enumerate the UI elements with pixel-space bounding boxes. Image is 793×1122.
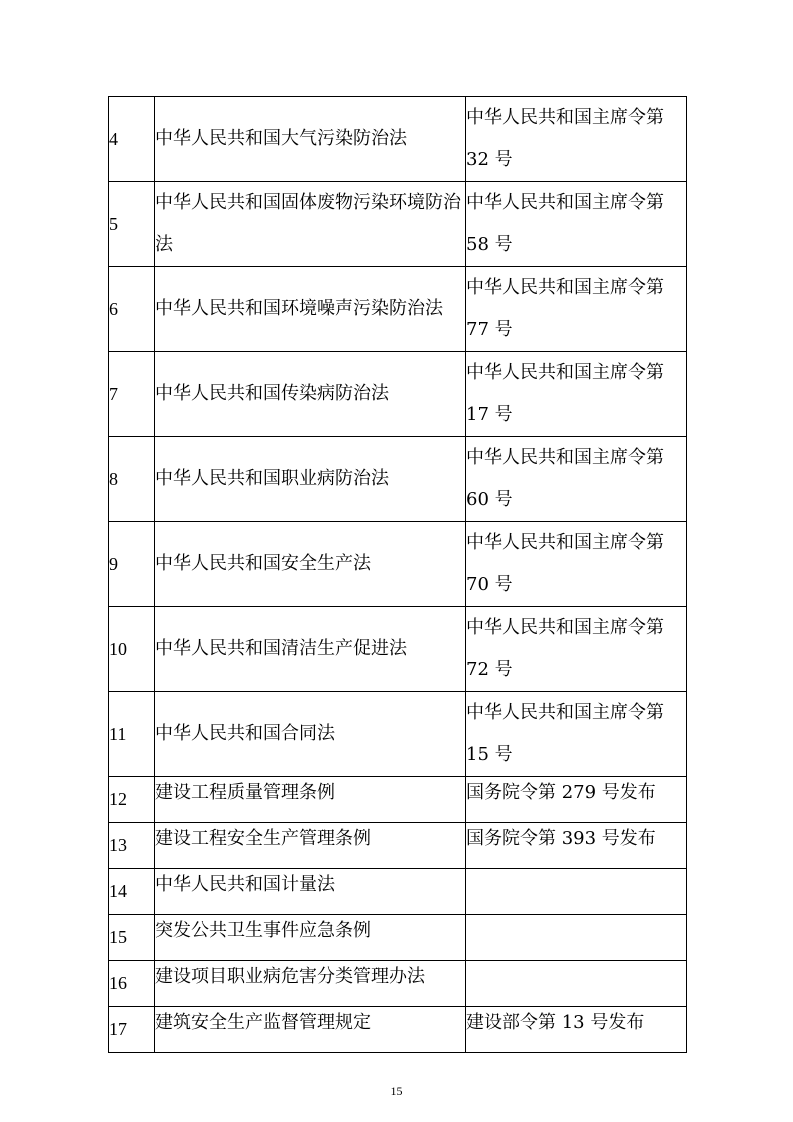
law-name: 中华人民共和国固体废物污染环境防治法	[155, 182, 466, 267]
promulgation-order: 中华人民共和国主席令第 15 号	[466, 692, 687, 777]
promulgation-order: 国务院令第 393 号发布	[466, 823, 687, 869]
table-row	[109, 692, 687, 777]
law-name: 突发公共卫生事件应急条例	[155, 915, 466, 961]
table-row	[109, 97, 687, 182]
row-number: 5	[109, 182, 155, 267]
promulgation-order: 中华人民共和国主席令第 58 号	[466, 182, 687, 267]
table-row	[109, 607, 687, 692]
page-number: 15	[390, 1084, 403, 1098]
table-row	[109, 777, 687, 823]
promulgation-order	[466, 869, 687, 915]
table-row	[109, 522, 687, 607]
promulgation-order	[466, 961, 687, 1007]
law-name: 建筑安全生产监督管理规定	[155, 1007, 466, 1053]
table-row	[109, 1007, 687, 1053]
law-name: 中华人民共和国职业病防治法	[155, 437, 466, 522]
table-row	[109, 823, 687, 869]
promulgation-order: 中华人民共和国主席令第 32 号	[466, 97, 687, 182]
row-number: 10	[109, 607, 155, 692]
promulgation-order: 中华人民共和国主席令第 60 号	[466, 437, 687, 522]
promulgation-order	[466, 915, 687, 961]
table-row	[109, 869, 687, 915]
row-number: 15	[109, 915, 155, 961]
row-number: 16	[109, 961, 155, 1007]
promulgation-order: 国务院令第 279 号发布	[466, 777, 687, 823]
row-number: 11	[109, 692, 155, 777]
row-number: 13	[109, 823, 155, 869]
row-number: 4	[109, 97, 155, 182]
law-name: 中华人民共和国传染病防治法	[155, 352, 466, 437]
promulgation-order: 中华人民共和国主席令第 72 号	[466, 607, 687, 692]
law-name: 中华人民共和国安全生产法	[155, 522, 466, 607]
promulgation-order: 中华人民共和国主席令第 17 号	[466, 352, 687, 437]
law-name: 建设工程质量管理条例	[155, 777, 466, 823]
table-row	[109, 961, 687, 1007]
row-number: 6	[109, 267, 155, 352]
row-number: 8	[109, 437, 155, 522]
row-number: 14	[109, 869, 155, 915]
law-name: 建设项目职业病危害分类管理办法	[155, 961, 466, 1007]
law-name: 中华人民共和国清洁生产促进法	[155, 607, 466, 692]
law-name: 建设工程安全生产管理条例	[155, 823, 466, 869]
row-number: 9	[109, 522, 155, 607]
promulgation-order: 中华人民共和国主席令第 70 号	[466, 522, 687, 607]
table-row	[109, 182, 687, 267]
table-row	[109, 352, 687, 437]
promulgation-order: 建设部令第 13 号发布	[466, 1007, 687, 1053]
table-row	[109, 915, 687, 961]
law-name: 中华人民共和国合同法	[155, 692, 466, 777]
row-number: 17	[109, 1007, 155, 1053]
table-row	[109, 267, 687, 352]
table-row	[109, 437, 687, 522]
law-name: 中华人民共和国大气污染防治法	[155, 97, 466, 182]
row-number: 12	[109, 777, 155, 823]
row-number: 7	[109, 352, 155, 437]
law-name: 中华人民共和国环境噪声污染防治法	[155, 267, 466, 352]
promulgation-order: 中华人民共和国主席令第 77 号	[466, 267, 687, 352]
regulations-table	[108, 96, 687, 1053]
law-name: 中华人民共和国计量法	[155, 869, 466, 915]
